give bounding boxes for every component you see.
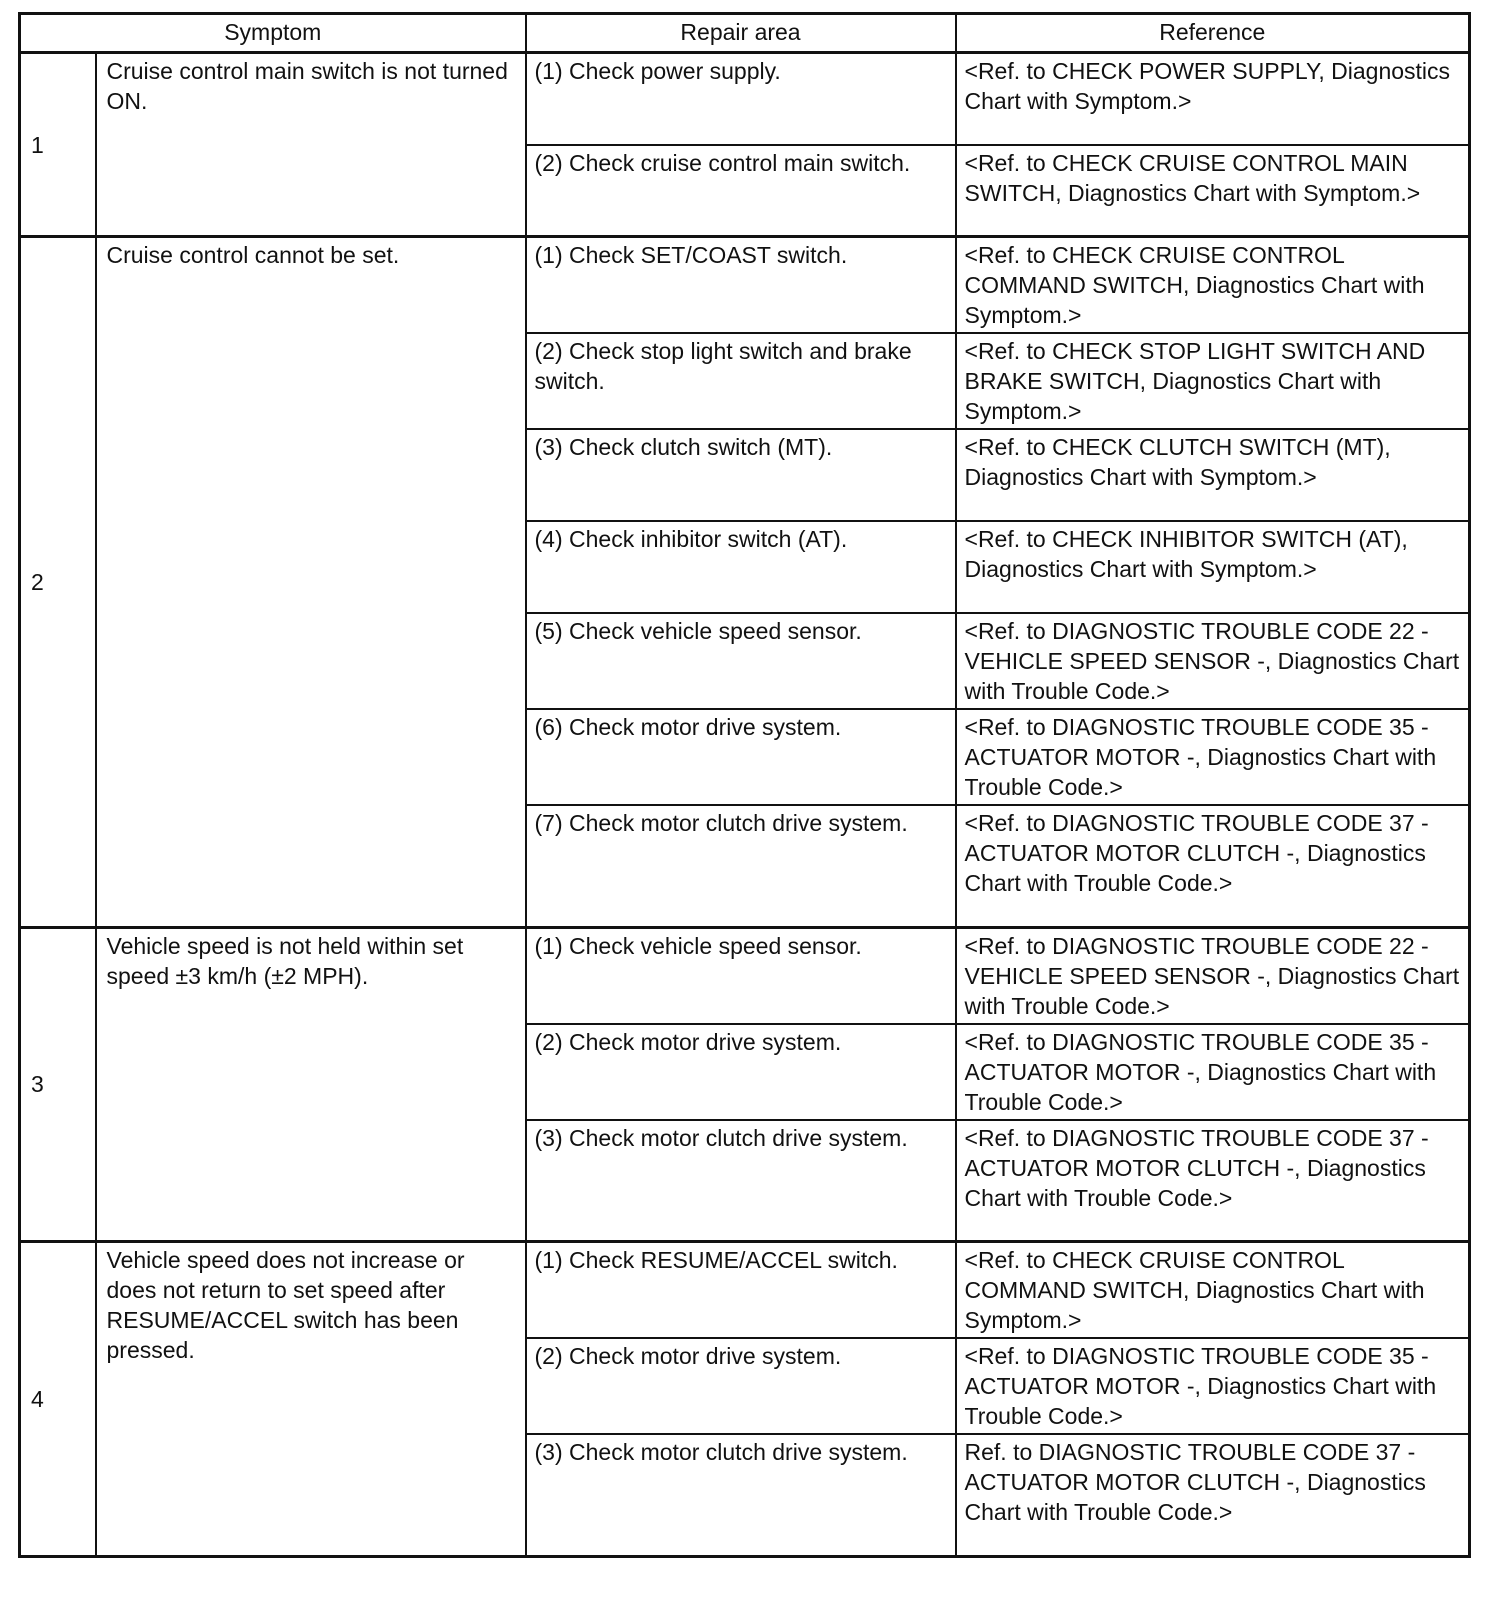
repair-area-cell: (2) Check motor drive system. (526, 1338, 956, 1434)
repair-area-cell: (7) Check motor clutch drive system. (526, 805, 956, 927)
repair-area-cell: (1) Check power supply. (526, 53, 956, 145)
repair-area-cell: (5) Check vehicle speed sensor. (526, 613, 956, 709)
reference-cell: <Ref. to DIAGNOSTIC TROUBLE CODE 35 - ACTUATOR MOTOR -, Diagnostics Chart with Trouble Code.> (956, 709, 1470, 805)
repair-area-cell: (3) Check motor clutch drive system. (526, 1120, 956, 1242)
reference-cell: <Ref. to DIAGNOSTIC TROUBLE CODE 35 - ACTUATOR MOTOR -, Diagnostics Chart with Trouble Code.> (956, 1024, 1470, 1120)
table-row (20, 237, 1470, 334)
reference-cell: Ref. to DIAGNOSTIC TROUBLE CODE 37 - ACTUATOR MOTOR CLUTCH -, Diagnostics Chart with Trouble Code.> (956, 1434, 1470, 1556)
repair-area-cell: (1) Check vehicle speed sensor. (526, 927, 956, 1024)
symptom-description: Vehicle speed is not held within set speed ±3 km/h (±2 MPH). (96, 927, 526, 1242)
reference-cell: <Ref. to CHECK POWER SUPPLY, Diagnostics Chart with Symptom.> (956, 53, 1470, 145)
repair-area-cell: (2) Check stop light switch and brake switch. (526, 333, 956, 429)
repair-area-cell: (2) Check cruise control main switch. (526, 145, 956, 237)
repair-area-cell: (6) Check motor drive system. (526, 709, 956, 805)
reference-cell: <Ref. to CHECK CRUISE CONTROL COMMAND SWITCH, Diagnostics Chart with Symptom.> (956, 1242, 1470, 1339)
header-row (20, 14, 1470, 53)
table-body (20, 53, 1470, 1557)
repair-area-cell: (4) Check inhibitor switch (AT). (526, 521, 956, 613)
header-repair-area: Repair area (526, 14, 956, 53)
repair-area-cell: (2) Check motor drive system. (526, 1024, 956, 1120)
symptom-number: 2 (20, 237, 96, 928)
repair-area-cell: (1) Check RESUME/ACCEL switch. (526, 1242, 956, 1339)
symptom-description: Vehicle speed does not increase or does not return to set speed after RESUME/ACCEL switch has been pressed. (96, 1242, 526, 1557)
reference-cell: <Ref. to CHECK STOP LIGHT SWITCH AND BRAKE SWITCH, Diagnostics Chart with Symptom.> (956, 333, 1470, 429)
symptom-number: 3 (20, 927, 96, 1242)
repair-area-cell: (3) Check motor clutch drive system. (526, 1434, 956, 1556)
header-reference: Reference (956, 14, 1470, 53)
reference-cell: <Ref. to CHECK CRUISE CONTROL MAIN SWITCH, Diagnostics Chart with Symptom.> (956, 145, 1470, 237)
repair-area-cell: (3) Check clutch switch (MT). (526, 429, 956, 521)
table-row (20, 927, 1470, 1024)
reference-cell: <Ref. to DIAGNOSTIC TROUBLE CODE 22 - VEHICLE SPEED SENSOR -, Diagnostics Chart with Trouble Code.> (956, 927, 1470, 1024)
symptom-number: 4 (20, 1242, 96, 1557)
header-symptom: Symptom (20, 14, 526, 53)
reference-cell: <Ref. to CHECK CLUTCH SWITCH (MT), Diagnostics Chart with Symptom.> (956, 429, 1470, 521)
table-row (20, 1242, 1470, 1339)
reference-cell: <Ref. to DIAGNOSTIC TROUBLE CODE 37 - ACTUATOR MOTOR CLUTCH -, Diagnostics Chart with Trouble Code.> (956, 805, 1470, 927)
repair-area-cell: (1) Check SET/COAST switch. (526, 237, 956, 334)
symptom-description: Cruise control main switch is not turned ON. (96, 53, 526, 237)
table-row (20, 53, 1470, 145)
reference-cell: <Ref. to DIAGNOSTIC TROUBLE CODE 35 - ACTUATOR MOTOR -, Diagnostics Chart with Trouble Code.> (956, 1338, 1470, 1434)
diagnostics-table (18, 12, 1471, 1558)
symptom-description: Cruise control cannot be set. (96, 237, 526, 928)
reference-cell: <Ref. to DIAGNOSTIC TROUBLE CODE 37 - ACTUATOR MOTOR CLUTCH -, Diagnostics Chart with Trouble Code.> (956, 1120, 1470, 1242)
diagnostics-table-sheet (18, 12, 1468, 1558)
reference-cell: <Ref. to DIAGNOSTIC TROUBLE CODE 22 - VEHICLE SPEED SENSOR -, Diagnostics Chart with Trouble Code.> (956, 613, 1470, 709)
symptom-number: 1 (20, 53, 96, 237)
reference-cell: <Ref. to CHECK INHIBITOR SWITCH (AT), Diagnostics Chart with Symptom.> (956, 521, 1470, 613)
reference-cell: <Ref. to CHECK CRUISE CONTROL COMMAND SWITCH, Diagnostics Chart with Symptom.> (956, 237, 1470, 334)
